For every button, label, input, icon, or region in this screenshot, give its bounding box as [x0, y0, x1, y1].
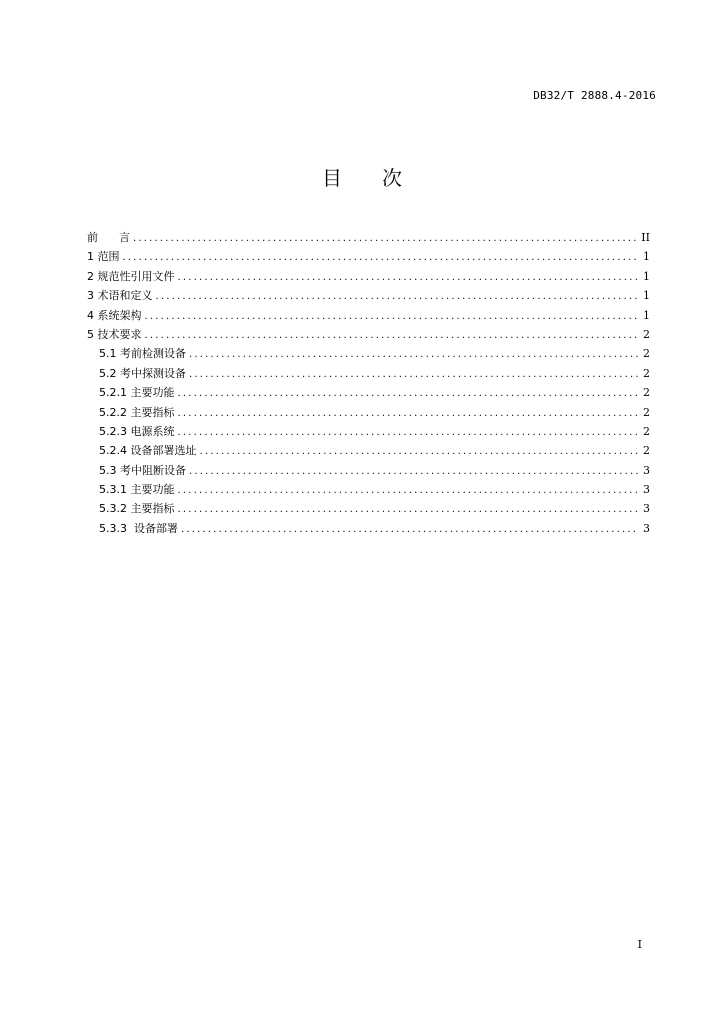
toc-leader-dots [189, 345, 638, 364]
toc-entry-label: 5.1 考前检测设备 [99, 347, 186, 361]
toc-entry[interactable] [87, 286, 650, 305]
toc-leader-dots [156, 287, 639, 306]
toc-leader-dots [178, 481, 639, 500]
toc-entry-label: 5.3 考中阻断设备 [99, 463, 186, 477]
toc-leader-dots [189, 462, 638, 481]
toc-leader-dots [123, 248, 639, 267]
toc-entry-page: 1 [643, 289, 650, 303]
toc-entry[interactable] [87, 519, 650, 538]
toc-entry[interactable] [87, 267, 650, 286]
toc-entry-page: 2 [643, 424, 650, 438]
toc-entry-label: 前 言 [87, 231, 130, 244]
toc-leader-dots [178, 500, 639, 519]
toc-entry-label: 5.2.4 设备部署选址 [99, 444, 197, 458]
toc-entry-page: 2 [643, 327, 650, 341]
footer-page-number: I [637, 938, 642, 951]
toc-entry-label: 1 范围 [87, 250, 120, 264]
toc-leader-dots [178, 423, 639, 442]
toc-leader-dots [178, 384, 639, 403]
toc-entry[interactable] [87, 422, 650, 441]
toc-entry-label: 2 规范性引用文件 [87, 269, 175, 283]
title-char-1: 目 [322, 166, 342, 190]
toc-entry-page: 2 [643, 386, 650, 400]
toc-entry[interactable] [87, 499, 650, 518]
toc-entry-label: 5.2.2 主要指标 [99, 405, 175, 419]
toc-entry-label: 5.3.2 主要指标 [99, 502, 175, 516]
title-char-2: 次 [382, 166, 402, 190]
toc-entry-label: 5.2.3 电源系统 [99, 424, 175, 438]
table-of-contents [87, 228, 650, 538]
toc-leader-dots [189, 365, 638, 384]
toc-entry[interactable] [87, 344, 650, 363]
toc-entry-label: 5.2.1 主要功能 [99, 386, 175, 400]
toc-entry[interactable] [87, 306, 650, 325]
toc-entry[interactable] [87, 480, 650, 499]
toc-entry-label: 3 术语和定义 [87, 289, 153, 303]
toc-entry[interactable] [87, 383, 650, 402]
toc-leader-dots [145, 326, 639, 345]
toc-leader-dots [178, 268, 639, 287]
toc-leader-dots [133, 229, 638, 248]
toc-leader-dots [145, 307, 639, 326]
toc-entry-page: 3 [643, 521, 650, 535]
toc-entry[interactable] [87, 441, 650, 460]
toc-leader-dots [200, 442, 639, 461]
document-code: DB32/T 2888.4-2016 [533, 89, 656, 102]
toc-entry-page: II [641, 231, 650, 244]
toc-entry-page: 3 [643, 483, 650, 497]
toc-leader-dots [181, 520, 638, 539]
toc-entry[interactable] [87, 247, 650, 266]
toc-entry-label: 5 技术要求 [87, 327, 142, 341]
toc-entry-page: 2 [643, 444, 650, 458]
toc-entry-label: 5.2 考中探测设备 [99, 366, 186, 380]
toc-entry[interactable] [87, 403, 650, 422]
toc-entry-page: 3 [643, 463, 650, 477]
toc-entry-page: 2 [643, 366, 650, 380]
toc-leader-dots [178, 404, 639, 423]
toc-entry-label: 4 系统架构 [87, 308, 142, 322]
toc-entry[interactable] [87, 364, 650, 383]
toc-entry-label: 5.3.1 主要功能 [99, 483, 175, 497]
toc-entry-page: 2 [643, 347, 650, 361]
toc-entry-label: 5.3.3 设备部署 [99, 521, 178, 535]
toc-entry[interactable] [87, 461, 650, 480]
toc-entry[interactable] [87, 325, 650, 344]
page-title [0, 162, 724, 191]
toc-entry[interactable] [87, 228, 650, 247]
toc-entry-page: 3 [643, 502, 650, 516]
toc-entry-page: 1 [643, 250, 650, 264]
toc-entry-page: 2 [643, 405, 650, 419]
toc-entry-page: 1 [643, 269, 650, 283]
toc-entry-page: 1 [643, 308, 650, 322]
